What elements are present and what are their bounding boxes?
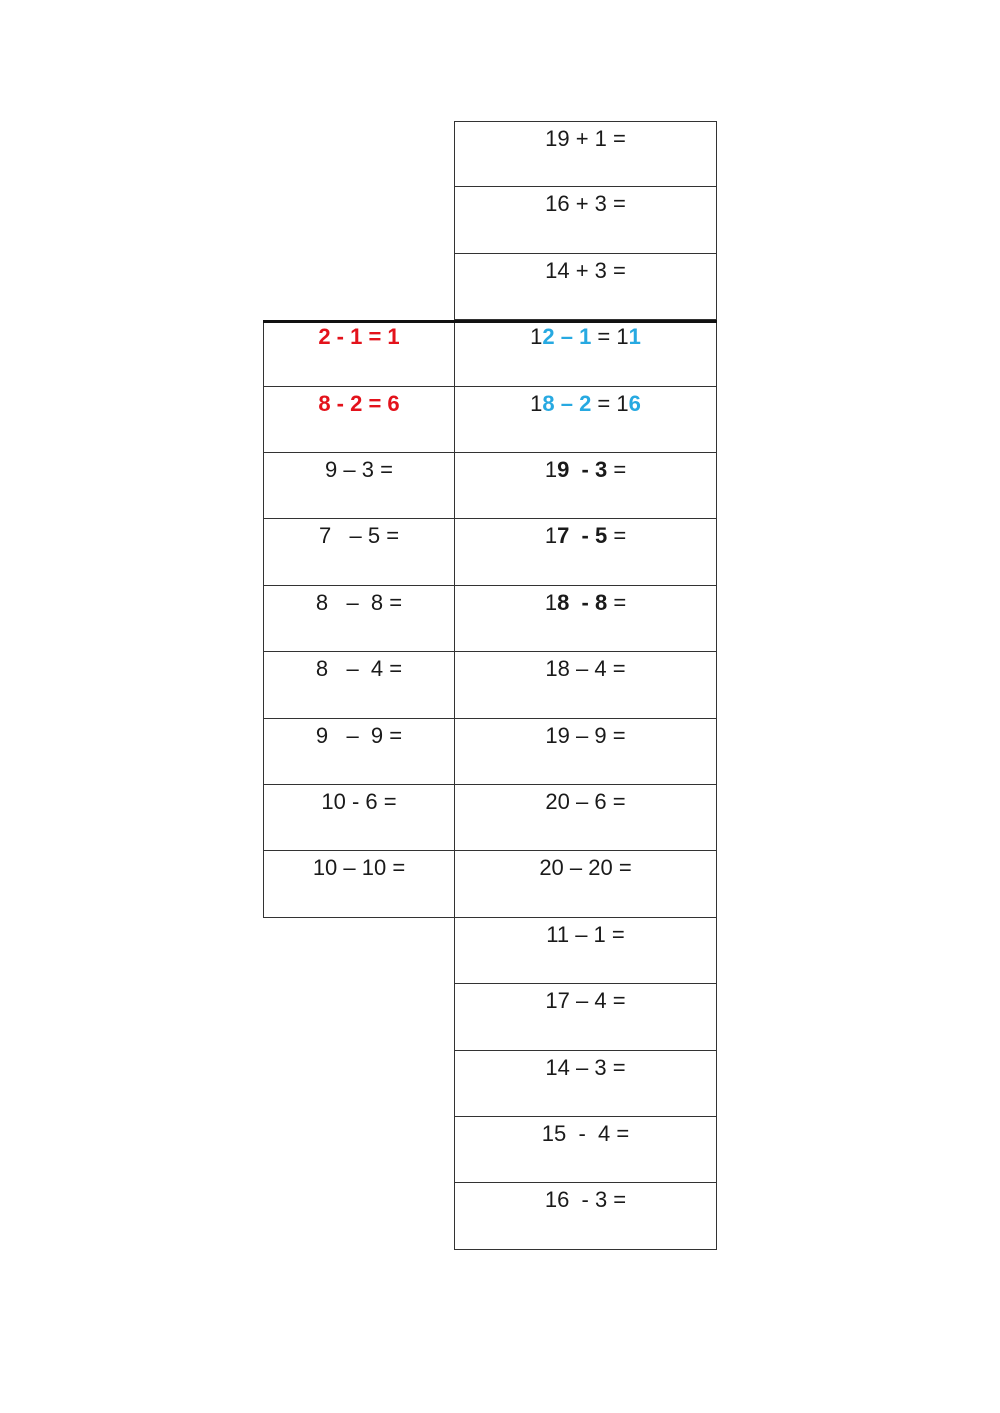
- equation-text: 16 + 3 =: [545, 191, 626, 217]
- equation-text: 18 – 4 =: [545, 656, 626, 682]
- left-equation-cell: [263, 387, 454, 453]
- equation-text: 9 – 9 =: [315, 722, 403, 748]
- equation-text: 17 – 4 =: [545, 988, 626, 1014]
- right-equation-cell: [454, 652, 717, 718]
- right-equation-cell: [454, 586, 717, 652]
- right-equation-cell: [454, 719, 717, 785]
- left-equation-cell: [263, 785, 454, 851]
- right-equation-cell: [454, 1051, 717, 1117]
- equation-text: 1: [544, 457, 558, 482]
- equation-text: =: [607, 589, 627, 615]
- equation-text: 1: [544, 523, 558, 549]
- equation-text: 16 - 3 =: [544, 1187, 627, 1213]
- equation-text: 1: [530, 390, 543, 416]
- right-equation-cell: [454, 187, 717, 253]
- equation-text: 8 – 4 =: [315, 656, 403, 682]
- left-equation-cell: [263, 586, 454, 652]
- equation-text: 10 - 6 =: [321, 789, 397, 814]
- equation-text: = 1: [591, 390, 629, 416]
- equation-text: =: [607, 523, 627, 549]
- equation-text: 20 – 6 =: [545, 789, 626, 814]
- right-equation-cell: [454, 785, 717, 851]
- equation-text: = 1: [591, 324, 629, 350]
- right-equation-cell: [454, 918, 717, 984]
- right-equation-cell: [454, 254, 717, 320]
- equation-text: 7 - 5: [557, 523, 608, 549]
- equation-text: 10 – 10 =: [312, 855, 406, 881]
- left-equation-cell: [263, 320, 454, 386]
- equation-text: 14 + 3 =: [545, 257, 626, 283]
- equation-text: 1: [544, 589, 558, 615]
- equation-text: 8 – 2: [542, 390, 592, 416]
- left-equation-cell: [263, 851, 454, 917]
- equation-text: 8 - 8: [557, 589, 608, 615]
- equation-text: 8 - 2 = 6: [318, 390, 400, 416]
- right-equation-cell: [454, 1117, 717, 1183]
- equation-text: 2 - 1 = 1: [318, 324, 400, 350]
- equation-text: 15 - 4 =: [541, 1121, 630, 1146]
- equation-text: 9 – 3 =: [325, 457, 393, 482]
- right-equation-cell: [454, 121, 717, 187]
- right-equation-cell: [454, 1183, 717, 1249]
- equation-text: 20 – 20 =: [539, 855, 632, 881]
- right-equation-cell: [454, 387, 717, 453]
- right-equation-cell: [454, 519, 717, 585]
- right-equation-cell: [454, 453, 717, 519]
- equation-text: 2 – 1: [542, 324, 592, 350]
- right-equation-cell: [454, 984, 717, 1050]
- equation-text: 14 – 3 =: [545, 1054, 626, 1080]
- equation-text: 8 – 8 =: [315, 589, 403, 615]
- equation-text: 19 + 1 =: [545, 126, 626, 151]
- section-divider: [263, 320, 717, 323]
- equation-text: 9 - 3: [557, 457, 608, 482]
- equation-text: 1: [628, 324, 641, 350]
- left-equation-cell: [263, 453, 454, 519]
- left-equation-cell: [263, 719, 454, 785]
- equation-text: 11 – 1 =: [546, 921, 625, 947]
- equation-text: 1: [530, 324, 543, 350]
- equation-text: 19 – 9 =: [545, 722, 626, 748]
- left-equation-cell: [263, 652, 454, 718]
- right-equation-cell: [454, 320, 717, 386]
- equation-text: 7 – 5 =: [318, 523, 400, 549]
- equation-text: =: [607, 457, 627, 482]
- right-equation-cell: [454, 851, 717, 917]
- left-equation-cell: [263, 519, 454, 585]
- equation-text: 6: [628, 390, 641, 416]
